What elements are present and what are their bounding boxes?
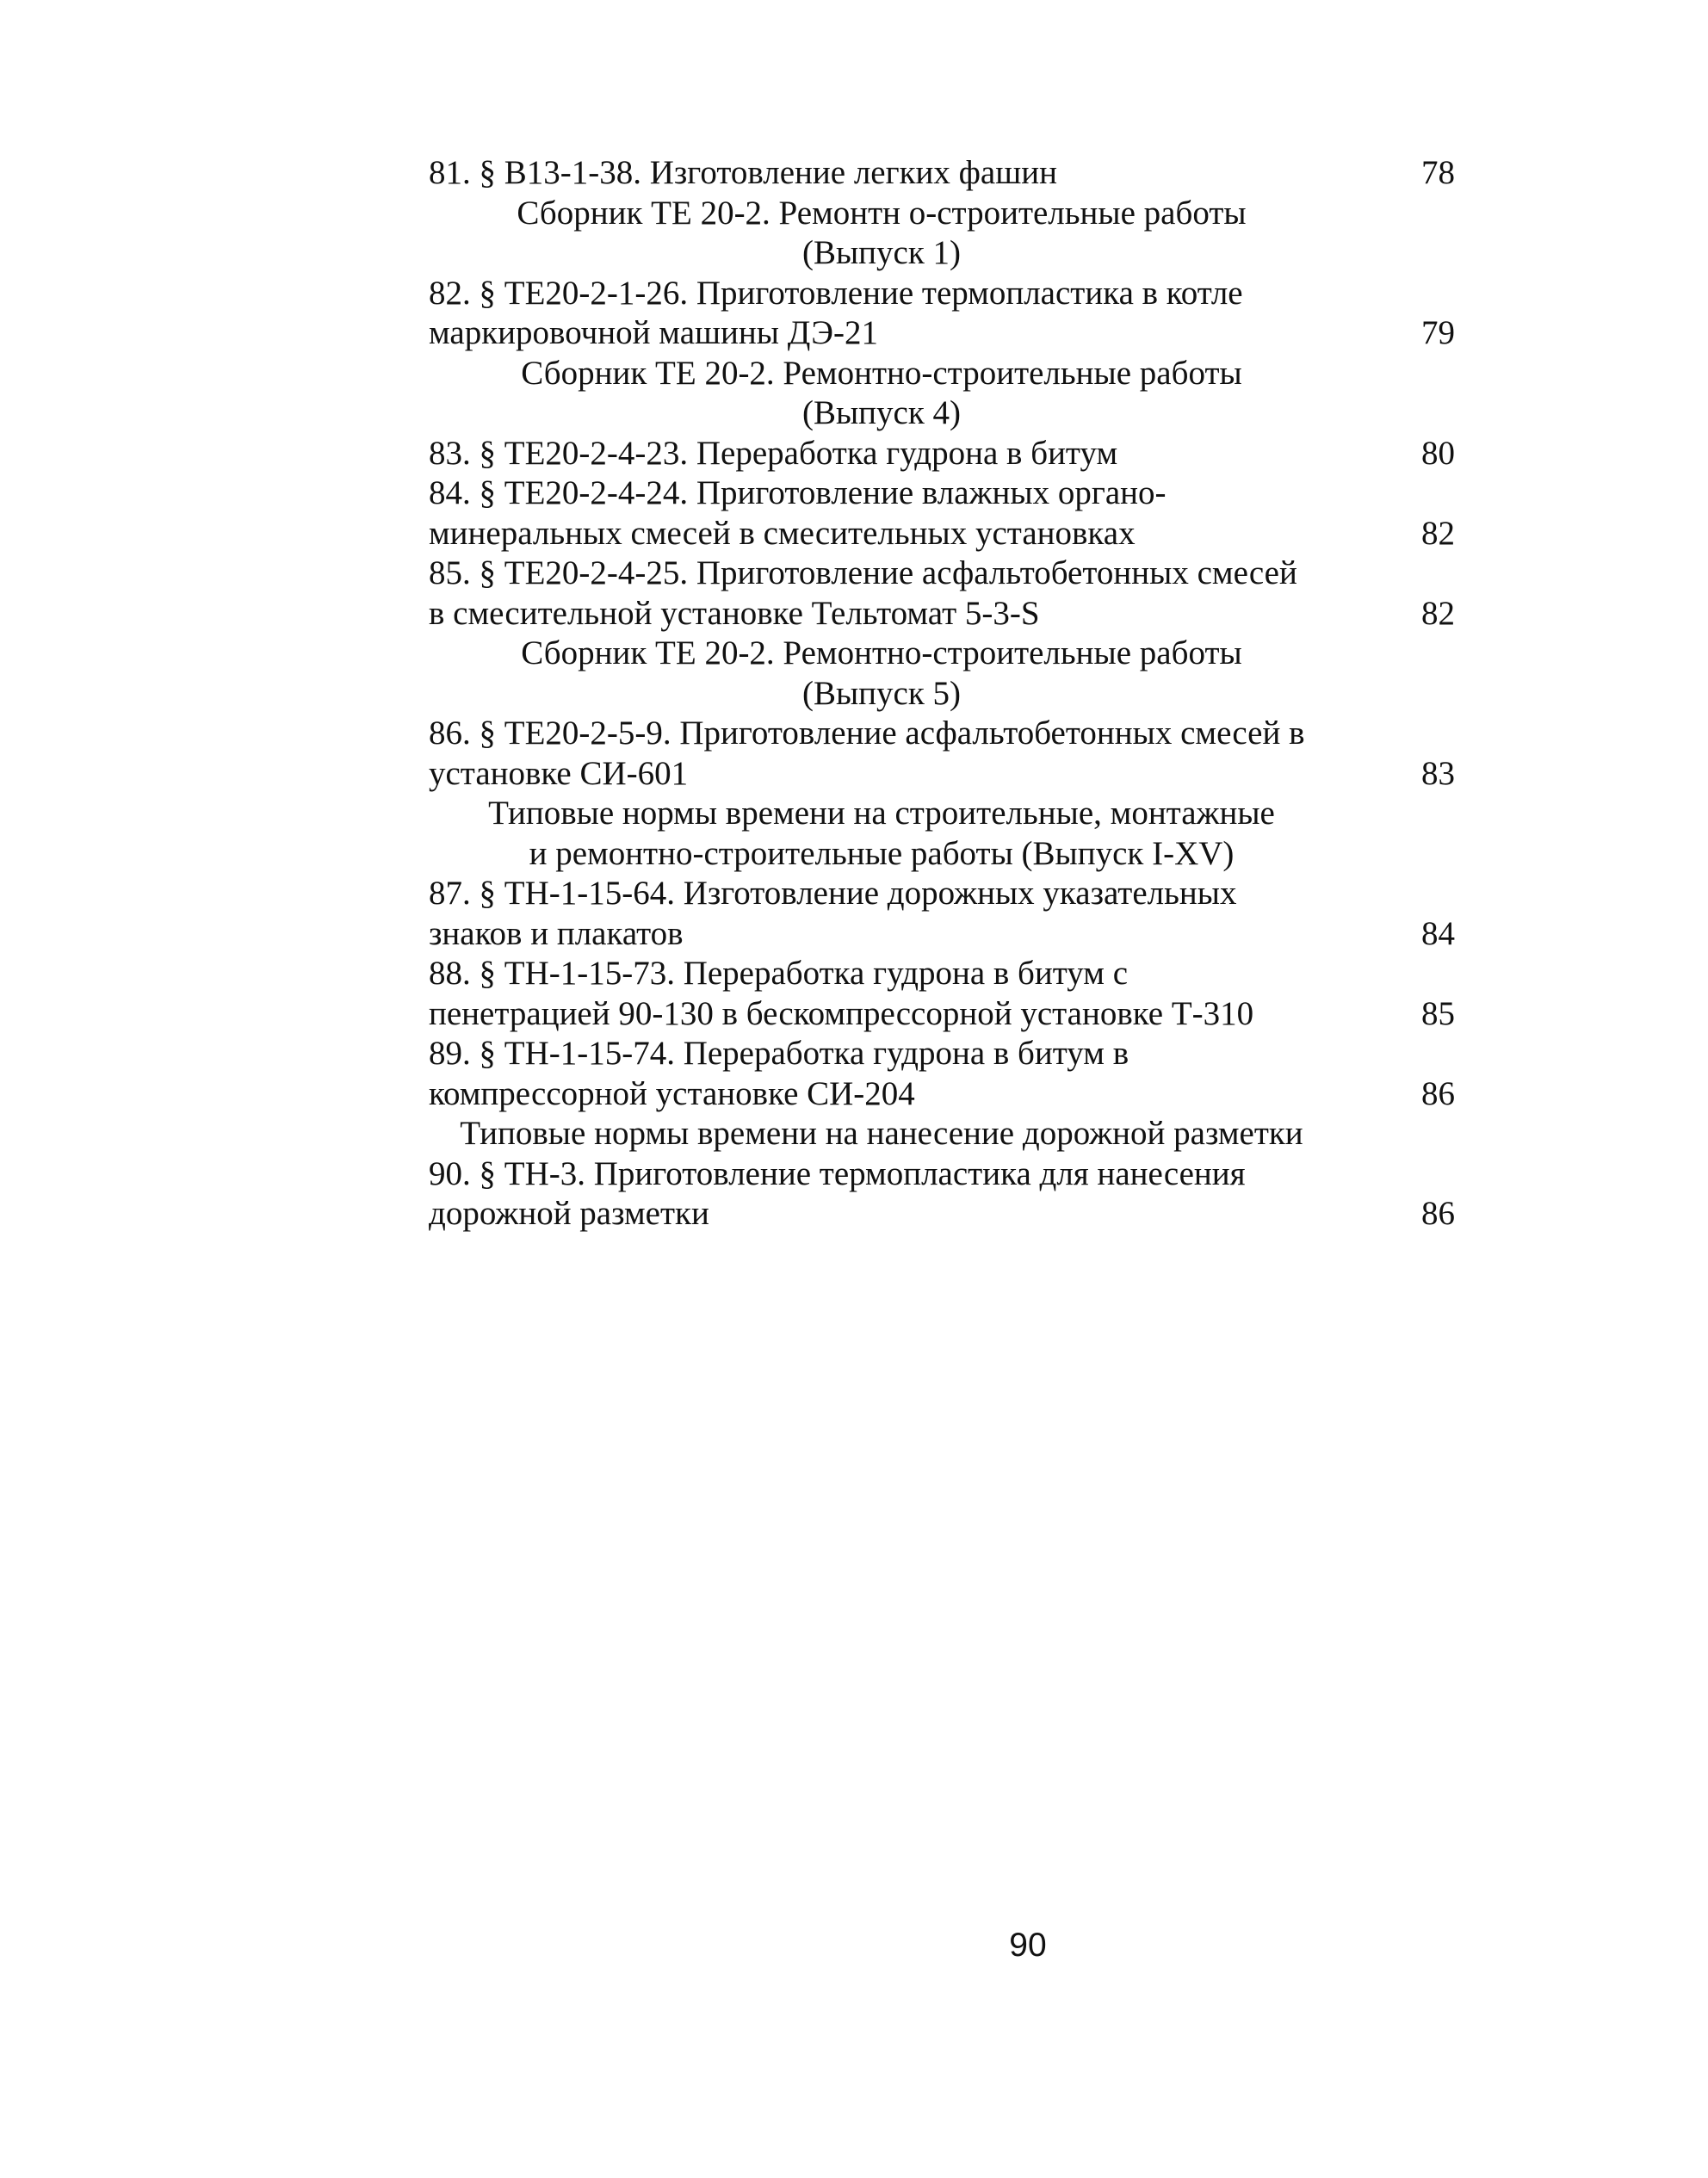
entry-page-number: 83 xyxy=(1421,754,1455,792)
toc-section-heading xyxy=(429,794,1334,874)
toc-entry xyxy=(429,153,1455,194)
heading-line: (Выпуск 1) xyxy=(801,234,962,271)
toc-entry xyxy=(429,874,1455,954)
entry-title-line: дорожной разметки xyxy=(429,1195,709,1232)
page-number: 90 xyxy=(1009,1927,1047,1964)
heading-line: Сборник ТЕ 20-2. Ремонтн о-строительные работы xyxy=(517,194,1247,232)
entry-page-number: 86 xyxy=(1421,1074,1455,1112)
entry-title-line: 89. § ТН-1-15-74. Переработка гудрона в битум в xyxy=(429,1035,1129,1072)
toc-entry xyxy=(429,434,1455,474)
entry-page-number: 79 xyxy=(1421,314,1455,351)
entry-title-line: маркировочной машины ДЭ-21 xyxy=(429,314,879,351)
toc-section-heading xyxy=(429,634,1334,714)
heading-line: Сборник ТЕ 20-2. Ремонтно-строительные работы xyxy=(521,634,1242,671)
entry-title-line: установке СИ-601 xyxy=(429,754,689,792)
heading-line: (Выпуск 5) xyxy=(801,674,962,712)
toc-entry xyxy=(429,1154,1455,1234)
entry-title-line: 83. § ТЕ20-2-4-23. Переработка гудрона в битум xyxy=(429,434,1118,472)
entry-title-line: 86. § ТЕ20-2-5-9. Приготовление асфальтобетонных смесей в xyxy=(429,715,1305,752)
toc-section-heading xyxy=(429,354,1334,434)
entry-title-line: 81. § В13-1-38. Изготовление легких фашин xyxy=(429,154,1058,191)
toc-entry xyxy=(429,954,1455,1034)
toc-entry xyxy=(429,473,1455,554)
entry-page-number: 82 xyxy=(1421,594,1455,632)
entry-page-number: 82 xyxy=(1421,514,1455,552)
entry-page-number: 84 xyxy=(1421,914,1455,952)
toc-entry xyxy=(429,1034,1455,1114)
entry-title-line: 87. § ТН-1-15-64. Изготовление дорожных указательных xyxy=(429,875,1237,912)
heading-line: (Выпуск 4) xyxy=(801,394,962,431)
toc-section-heading xyxy=(429,1114,1334,1154)
entry-title-line: компрессорной установке СИ-204 xyxy=(429,1074,915,1112)
entry-title-line: 85. § ТЕ20-2-4-25. Приготовление асфальтобетонных смесей xyxy=(429,554,1297,591)
entry-title-line: минеральных смесей в смесительных установках xyxy=(429,514,1136,552)
table-of-contents xyxy=(429,153,1455,1234)
entry-page-number: 85 xyxy=(1421,994,1455,1032)
heading-line: Типовые нормы времени на строительные, монтажные xyxy=(488,795,1275,832)
toc-entry xyxy=(429,714,1455,794)
entry-page-number: 80 xyxy=(1421,434,1455,472)
entry-title-line: 82. § ТЕ20-2-1-26. Приготовление термопластика в котле xyxy=(429,274,1243,312)
toc-entry xyxy=(429,554,1455,634)
entry-title-line: в смесительной установке Тельтомат 5-3-S xyxy=(429,594,1040,632)
entry-page-number: 78 xyxy=(1421,154,1455,191)
heading-line: Сборник ТЕ 20-2. Ремонтно-строительные работы xyxy=(521,354,1242,392)
heading-line: и ремонтно-строительные работы (Выпуск I-XV) xyxy=(529,834,1235,872)
entry-title-line: 84. § ТЕ20-2-4-24. Приготовление влажных органо- xyxy=(429,474,1167,511)
heading-line: Типовые нормы времени на нанесение дорожной разметки xyxy=(460,1115,1303,1152)
toc-entry xyxy=(429,274,1455,354)
entry-title-line: 88. § ТН-1-15-73. Переработка гудрона в битум с xyxy=(429,955,1129,992)
entry-page-number: 86 xyxy=(1421,1195,1455,1232)
entry-title-line: пенетрацией 90-130 в бескомпрессорной установке Т-310 xyxy=(429,994,1254,1032)
entry-title-line: 90. § ТН-3. Приготовление термопластика для нанесения xyxy=(429,1154,1246,1192)
toc-section-heading xyxy=(429,194,1334,274)
entry-title-line: знаков и плакатов xyxy=(429,914,684,952)
